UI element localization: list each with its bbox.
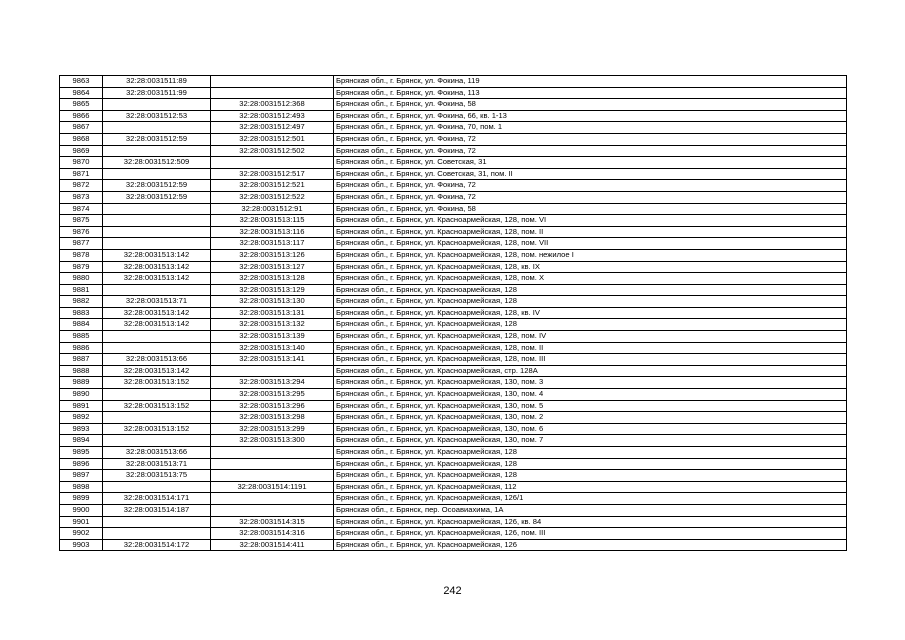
table-row — [60, 76, 847, 88]
row-number: 9872 — [60, 180, 103, 192]
table-row — [60, 296, 847, 308]
object-cadastral-number — [211, 365, 334, 377]
address: Брянская обл., г. Брянск, ул. Красноармейская, 128 — [334, 458, 847, 470]
address: Брянская обл., г. Брянск, ул. Красноармейская, 128, пом. VI — [334, 215, 847, 227]
row-number: 9879 — [60, 261, 103, 273]
parcel-cadastral-number — [103, 145, 211, 157]
object-cadastral-number — [211, 447, 334, 459]
table-row — [60, 215, 847, 227]
row-number: 9886 — [60, 342, 103, 354]
object-cadastral-number — [211, 504, 334, 516]
parcel-cadastral-number: 32:28:0031513:142 — [103, 319, 211, 331]
parcel-cadastral-number: 32:28:0031512:59 — [103, 191, 211, 203]
row-number: 9883 — [60, 307, 103, 319]
table-row — [60, 447, 847, 459]
object-cadastral-number: 32:28:0031513:141 — [211, 354, 334, 366]
table-row — [60, 87, 847, 99]
parcel-cadastral-number — [103, 331, 211, 343]
address: Брянская обл., г. Брянск, ул. Советская, 31 — [334, 157, 847, 169]
parcel-cadastral-number: 32:28:0031512:509 — [103, 157, 211, 169]
row-number: 9867 — [60, 122, 103, 134]
address: Брянская обл., г. Брянск, ул. Фокина, 72 — [334, 145, 847, 157]
address: Брянская обл., г. Брянск, ул. Красноармейская, 128, пом. III — [334, 354, 847, 366]
address: Брянская обл., г. Брянск, ул. Красноармейская, 126, пом. III — [334, 528, 847, 540]
table-row — [60, 354, 847, 366]
address: Брянская обл., г. Брянск, ул. Красноармейская, 130, пом. 6 — [334, 423, 847, 435]
address: Брянская обл., г. Брянск, пер. Осоавиахима, 1А — [334, 504, 847, 516]
table-row — [60, 412, 847, 424]
table-row — [60, 133, 847, 145]
parcel-cadastral-number: 32:28:0031513:142 — [103, 273, 211, 285]
address: Брянская обл., г. Брянск, ул. Красноармейская, 128, пом. II — [334, 342, 847, 354]
parcel-cadastral-number — [103, 389, 211, 401]
parcel-cadastral-number — [103, 342, 211, 354]
address: Брянская обл., г. Брянск, ул. Красноармейская, 112 — [334, 481, 847, 493]
table-row — [60, 504, 847, 516]
row-number: 9891 — [60, 400, 103, 412]
row-number: 9866 — [60, 110, 103, 122]
table-row — [60, 110, 847, 122]
table-row — [60, 516, 847, 528]
object-cadastral-number — [211, 470, 334, 482]
row-number: 9876 — [60, 226, 103, 238]
address: Брянская обл., г. Брянск, ул. Красноармейская, 128 — [334, 470, 847, 482]
row-number: 9882 — [60, 296, 103, 308]
row-number: 9868 — [60, 133, 103, 145]
table-row — [60, 365, 847, 377]
parcel-cadastral-number: 32:28:0031513:142 — [103, 261, 211, 273]
row-number: 9874 — [60, 203, 103, 215]
object-cadastral-number: 32:28:0031513:126 — [211, 249, 334, 261]
parcel-cadastral-number — [103, 435, 211, 447]
table-row — [60, 168, 847, 180]
object-cadastral-number — [211, 87, 334, 99]
table-row — [60, 191, 847, 203]
row-number: 9898 — [60, 481, 103, 493]
table-row — [60, 528, 847, 540]
parcel-cadastral-number: 32:28:0031513:66 — [103, 354, 211, 366]
row-number: 9889 — [60, 377, 103, 389]
parcel-cadastral-number: 32:28:0031513:142 — [103, 365, 211, 377]
row-number: 9901 — [60, 516, 103, 528]
address: Брянская обл., г. Брянск, ул. Фокина, 66, кв. 1-13 — [334, 110, 847, 122]
object-cadastral-number: 32:28:0031513:140 — [211, 342, 334, 354]
address: Брянская обл., г. Брянск, ул. Красноармейская, 126, кв. 84 — [334, 516, 847, 528]
address: Брянская обл., г. Брянск, ул. Красноармейская, 128 — [334, 319, 847, 331]
object-cadastral-number: 32:28:0031513:296 — [211, 400, 334, 412]
object-cadastral-number — [211, 76, 334, 88]
parcel-cadastral-number — [103, 284, 211, 296]
object-cadastral-number: 32:28:0031512:502 — [211, 145, 334, 157]
table-row — [60, 342, 847, 354]
row-number: 9896 — [60, 458, 103, 470]
address: Брянская обл., г. Брянск, ул. Красноармейская, 128, пом. X — [334, 273, 847, 285]
address: Брянская обл., г. Брянск, ул. Красноармейская, 128, пом. II — [334, 226, 847, 238]
object-cadastral-number: 32:28:0031512:493 — [211, 110, 334, 122]
row-number: 9893 — [60, 423, 103, 435]
address: Брянская обл., г. Брянск, ул. Красноармейская, 126/1 — [334, 493, 847, 505]
object-cadastral-number: 32:28:0031514:315 — [211, 516, 334, 528]
table-row — [60, 261, 847, 273]
address: Брянская обл., г. Брянск, ул. Красноармейская, 128 — [334, 447, 847, 459]
row-number: 9865 — [60, 99, 103, 111]
parcel-cadastral-number — [103, 168, 211, 180]
object-cadastral-number: 32:28:0031513:139 — [211, 331, 334, 343]
table-row — [60, 319, 847, 331]
table-row — [60, 389, 847, 401]
row-number: 9871 — [60, 168, 103, 180]
table-row — [60, 307, 847, 319]
object-cadastral-number: 32:28:0031514:411 — [211, 539, 334, 551]
parcel-cadastral-number — [103, 99, 211, 111]
table-body — [60, 76, 847, 551]
table-row — [60, 331, 847, 343]
object-cadastral-number: 32:28:0031512:368 — [211, 99, 334, 111]
row-number: 9897 — [60, 470, 103, 482]
parcel-cadastral-number — [103, 412, 211, 424]
object-cadastral-number: 32:28:0031513:128 — [211, 273, 334, 285]
row-number: 9869 — [60, 145, 103, 157]
row-number: 9878 — [60, 249, 103, 261]
object-cadastral-number — [211, 458, 334, 470]
table-row — [60, 470, 847, 482]
parcel-cadastral-number: 32:28:0031513:75 — [103, 470, 211, 482]
page-number: 242 — [443, 585, 462, 597]
object-cadastral-number: 32:28:0031512:521 — [211, 180, 334, 192]
parcel-cadastral-number: 32:28:0031512:59 — [103, 133, 211, 145]
object-cadastral-number: 32:28:0031514:1191 — [211, 481, 334, 493]
address: Брянская обл., г. Брянск, ул. Красноармейская, 128, пом. IV — [334, 331, 847, 343]
address: Брянская обл., г. Брянск, ул. Фокина, 72 — [334, 133, 847, 145]
table-row — [60, 99, 847, 111]
parcel-cadastral-number: 32:28:0031513:152 — [103, 377, 211, 389]
row-number: 9884 — [60, 319, 103, 331]
parcel-cadastral-number: 32:28:0031511:99 — [103, 87, 211, 99]
object-cadastral-number: 32:28:0031513:116 — [211, 226, 334, 238]
parcel-cadastral-number — [103, 203, 211, 215]
parcel-cadastral-number: 32:28:0031513:142 — [103, 307, 211, 319]
object-cadastral-number: 32:28:0031512:497 — [211, 122, 334, 134]
object-cadastral-number: 32:28:0031513:130 — [211, 296, 334, 308]
parcel-cadastral-number: 32:28:0031514:187 — [103, 504, 211, 516]
address: Брянская обл., г. Брянск, ул. Фокина, 58 — [334, 99, 847, 111]
object-cadastral-number: 32:28:0031513:129 — [211, 284, 334, 296]
table-row — [60, 157, 847, 169]
table-row — [60, 435, 847, 447]
address: Брянская обл., г. Брянск, ул. Красноармейская, 128, кв. IX — [334, 261, 847, 273]
object-cadastral-number: 32:28:0031513:295 — [211, 389, 334, 401]
parcel-cadastral-number: 32:28:0031513:71 — [103, 296, 211, 308]
table-row — [60, 481, 847, 493]
table-row — [60, 284, 847, 296]
parcel-cadastral-number: 32:28:0031514:172 — [103, 539, 211, 551]
parcel-cadastral-number — [103, 215, 211, 227]
address: Брянская обл., г. Брянск, ул. Красноармейская, 130, пом. 7 — [334, 435, 847, 447]
parcel-cadastral-number — [103, 122, 211, 134]
parcel-cadastral-number: 32:28:0031513:71 — [103, 458, 211, 470]
parcel-cadastral-number — [103, 481, 211, 493]
row-number: 9863 — [60, 76, 103, 88]
parcel-cadastral-number: 32:28:0031511:89 — [103, 76, 211, 88]
object-cadastral-number: 32:28:0031513:131 — [211, 307, 334, 319]
parcel-cadastral-number: 32:28:0031512:53 — [103, 110, 211, 122]
row-number: 9890 — [60, 389, 103, 401]
object-cadastral-number: 32:28:0031512:517 — [211, 168, 334, 180]
address: Брянская обл., г. Брянск, ул. Красноармейская, 128 — [334, 284, 847, 296]
table-row — [60, 226, 847, 238]
object-cadastral-number: 32:28:0031513:115 — [211, 215, 334, 227]
row-number: 9888 — [60, 365, 103, 377]
row-number: 9899 — [60, 493, 103, 505]
address: Брянская обл., г. Брянск, ул. Красноармейская, 130, пом. 2 — [334, 412, 847, 424]
address: Брянская обл., г. Брянск, ул. Фокина, 58 — [334, 203, 847, 215]
row-number: 9887 — [60, 354, 103, 366]
table-row — [60, 493, 847, 505]
parcel-cadastral-number: 32:28:0031514:171 — [103, 493, 211, 505]
table-row — [60, 122, 847, 134]
row-number: 9902 — [60, 528, 103, 540]
row-number: 9870 — [60, 157, 103, 169]
table-row — [60, 145, 847, 157]
object-cadastral-number: 32:28:0031513:298 — [211, 412, 334, 424]
parcel-cadastral-number: 32:28:0031513:152 — [103, 423, 211, 435]
row-number: 9885 — [60, 331, 103, 343]
object-cadastral-number — [211, 493, 334, 505]
object-cadastral-number: 32:28:0031514:316 — [211, 528, 334, 540]
row-number: 9877 — [60, 238, 103, 250]
table-row — [60, 249, 847, 261]
object-cadastral-number: 32:28:0031513:299 — [211, 423, 334, 435]
row-number: 9864 — [60, 87, 103, 99]
row-number: 9895 — [60, 447, 103, 459]
address: Брянская обл., г. Брянск, ул. Фокина, 119 — [334, 76, 847, 88]
object-cadastral-number: 32:28:0031512:522 — [211, 191, 334, 203]
table-row — [60, 458, 847, 470]
address: Брянская обл., г. Брянск, ул. Красноармейская, 128, пом. VII — [334, 238, 847, 250]
parcel-cadastral-number: 32:28:0031513:66 — [103, 447, 211, 459]
address: Брянская обл., г. Брянск, ул. Красноармейская, 126 — [334, 539, 847, 551]
table-row — [60, 273, 847, 285]
address: Брянская обл., г. Брянск, ул. Красноармейская, 128, пом. нежилое I — [334, 249, 847, 261]
address: Брянская обл., г. Брянск, ул. Фокина, 113 — [334, 87, 847, 99]
parcel-cadastral-number: 32:28:0031513:142 — [103, 249, 211, 261]
address: Брянская обл., г. Брянск, ул. Красноармейская, 128, кв. IV — [334, 307, 847, 319]
table-row — [60, 539, 847, 551]
object-cadastral-number: 32:28:0031513:132 — [211, 319, 334, 331]
row-number: 9873 — [60, 191, 103, 203]
address: Брянская обл., г. Брянск, ул. Советская, 31, пом. II — [334, 168, 847, 180]
address: Брянская обл., г. Брянск, ул. Фокина, 70, пом. 1 — [334, 122, 847, 134]
address: Брянская обл., г. Брянск, ул. Красноармейская, 128 — [334, 296, 847, 308]
address: Брянская обл., г. Брянск, ул. Красноармейская, 130, пом. 3 — [334, 377, 847, 389]
row-number: 9880 — [60, 273, 103, 285]
object-cadastral-number: 32:28:0031513:294 — [211, 377, 334, 389]
address: Брянская обл., г. Брянск, ул. Фокина, 72 — [334, 191, 847, 203]
table-row — [60, 400, 847, 412]
object-cadastral-number: 32:28:0031513:127 — [211, 261, 334, 273]
row-number: 9892 — [60, 412, 103, 424]
parcel-cadastral-number — [103, 238, 211, 250]
object-cadastral-number — [211, 157, 334, 169]
parcel-cadastral-number — [103, 226, 211, 238]
table-row — [60, 377, 847, 389]
parcel-cadastral-number — [103, 516, 211, 528]
parcel-cadastral-number: 32:28:0031512:59 — [103, 180, 211, 192]
object-cadastral-number: 32:28:0031513:300 — [211, 435, 334, 447]
table-row — [60, 203, 847, 215]
object-cadastral-number: 32:28:0031512:91 — [211, 203, 334, 215]
row-number: 9900 — [60, 504, 103, 516]
parcel-cadastral-number: 32:28:0031513:152 — [103, 400, 211, 412]
address: Брянская обл., г. Брянск, ул. Красноармейская, 130, пом. 5 — [334, 400, 847, 412]
object-cadastral-number: 32:28:0031512:501 — [211, 133, 334, 145]
row-number: 9875 — [60, 215, 103, 227]
row-number: 9894 — [60, 435, 103, 447]
row-number: 9881 — [60, 284, 103, 296]
address: Брянская обл., г. Брянск, ул. Красноармейская, стр. 128А — [334, 365, 847, 377]
parcel-cadastral-number — [103, 528, 211, 540]
cadastral-table — [59, 75, 847, 551]
table-row — [60, 180, 847, 192]
address: Брянская обл., г. Брянск, ул. Фокина, 72 — [334, 180, 847, 192]
row-number: 9903 — [60, 539, 103, 551]
table-row — [60, 423, 847, 435]
table-row — [60, 238, 847, 250]
object-cadastral-number: 32:28:0031513:117 — [211, 238, 334, 250]
address: Брянская обл., г. Брянск, ул. Красноармейская, 130, пом. 4 — [334, 389, 847, 401]
